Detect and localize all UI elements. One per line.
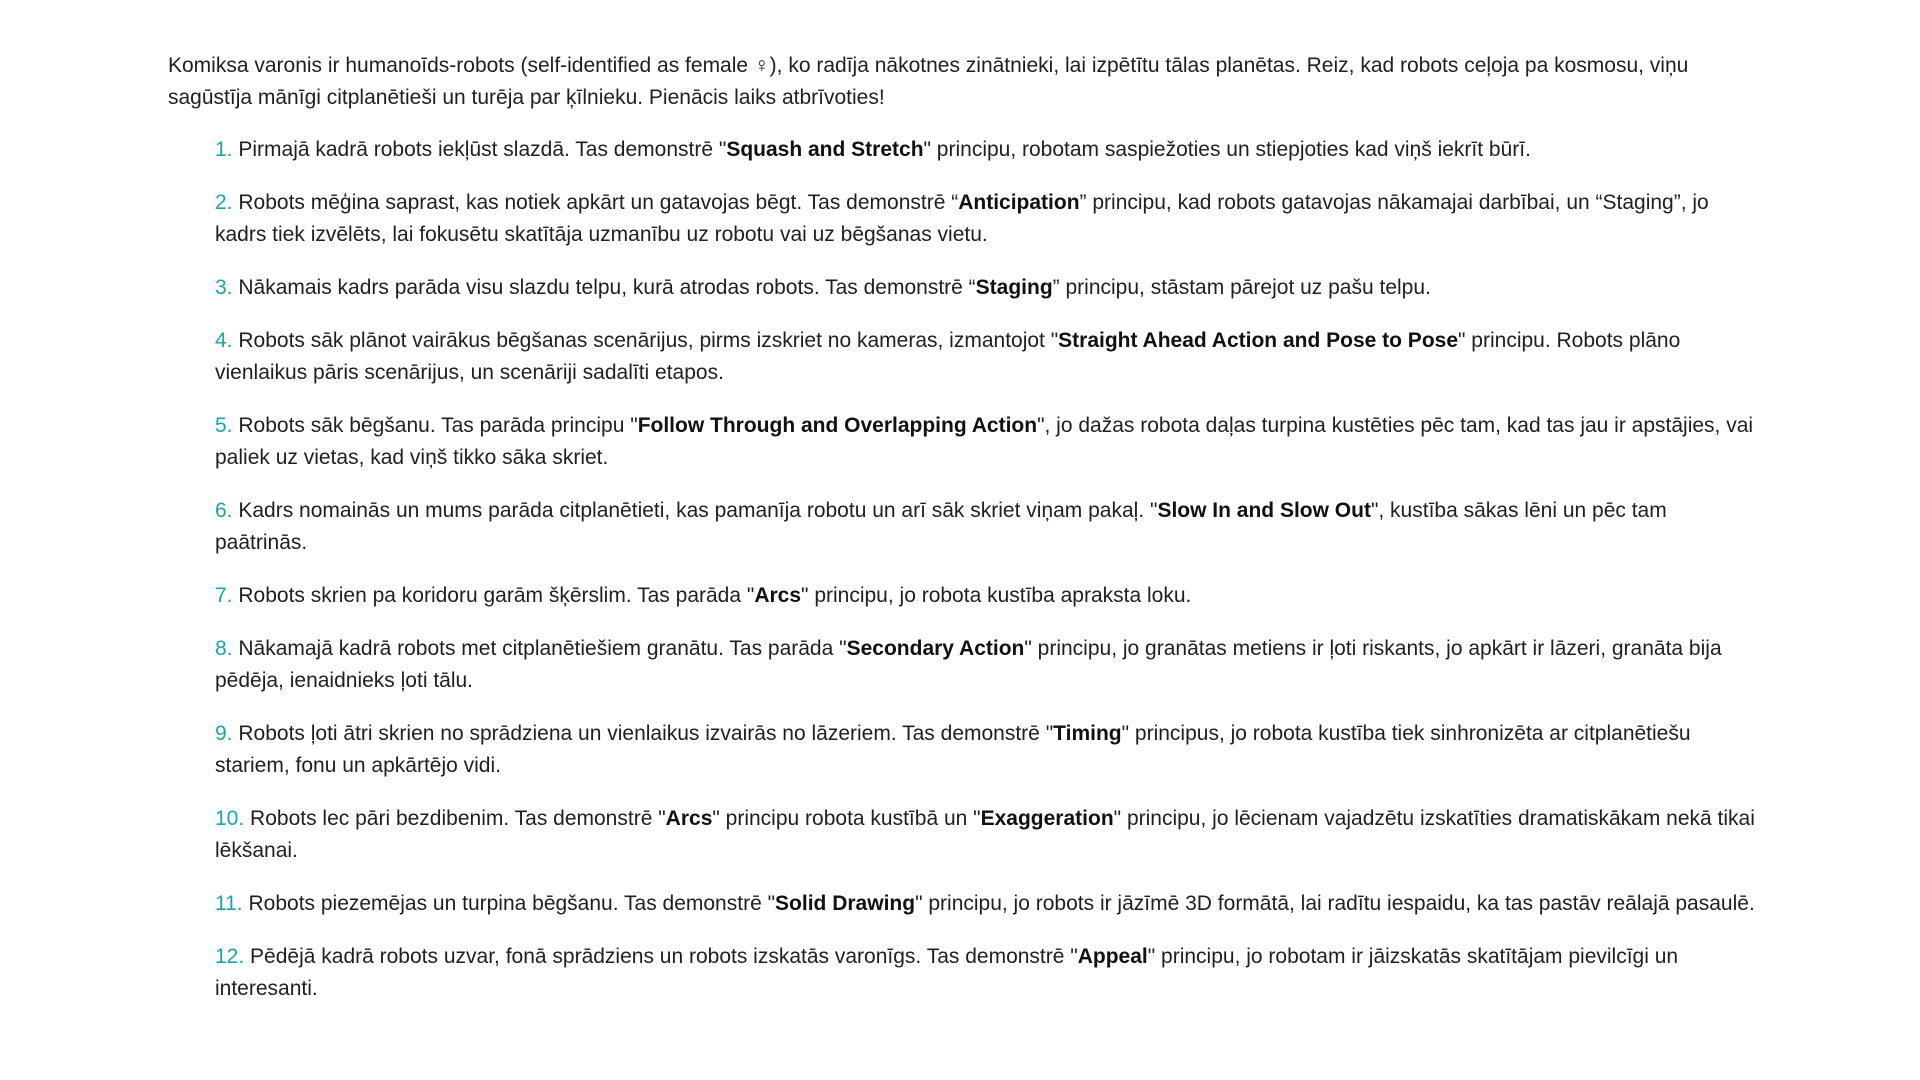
list-item-number: 9. — [215, 722, 233, 745]
list-item — [215, 410, 1758, 474]
list-item — [215, 803, 1758, 867]
list-item-text: " principus, jo robota kustība tiek sinhronizēta ar citplanētiešu stariem, fonu un apkārtējo vidi. — [215, 722, 1691, 777]
principle-name: Straight Ahead Action and Pose to Pose — [1058, 329, 1459, 352]
principle-name: Slow In and Slow Out — [1157, 499, 1371, 522]
list-item-number: 6. — [215, 499, 233, 522]
principle-name: Staging — [975, 276, 1053, 299]
list-item-text: " principu, jo robota kustība apraksta loku. — [801, 584, 1192, 607]
list-item-number: 5. — [215, 414, 233, 437]
list-item — [215, 325, 1758, 389]
principle-name: Arcs — [665, 807, 713, 830]
list-item-number: 11. — [215, 892, 243, 915]
list-item — [215, 941, 1758, 1005]
list-item-text: Pirmajā kadrā robots iekļūst slazdā. Tas demonstrē " — [238, 138, 727, 161]
principle-name: Anticipation — [958, 191, 1080, 214]
list-item-number: 1. — [215, 138, 233, 161]
principle-name: Solid Drawing — [775, 892, 916, 915]
list-item-text: Robots ļoti ātri skrien no sprādziena un vienlaikus izvairās no lāzeriem. Tas demonstrē " — [238, 722, 1054, 745]
list-item — [215, 134, 1758, 166]
list-item-text: Robots sāk bēgšanu. Tas parāda principu " — [238, 414, 638, 437]
list-item — [215, 888, 1758, 920]
list-item-text: ” principu, stāstam pārejot uz pašu telpu. — [1052, 276, 1431, 299]
list-item — [215, 633, 1758, 697]
list-item-text: Robots sāk plānot vairākus bēgšanas scenārijus, pirms izskriet no kameras, izmantojot " — [238, 329, 1059, 352]
list-item-number: 12. — [215, 945, 245, 968]
list-item-number: 8. — [215, 637, 233, 660]
list-item — [215, 718, 1758, 782]
principle-name: Follow Through and Overlapping Action — [637, 414, 1038, 437]
list-item-text: Robots lec pāri bezdibenim. Tas demonstrē " — [250, 807, 666, 830]
list-item-number: 3. — [215, 276, 233, 299]
list-item — [215, 272, 1758, 304]
principle-name: Timing — [1053, 722, 1122, 745]
principle-name: Arcs — [754, 584, 802, 607]
list-item-text: Robots mēģina saprast, kas notiek apkārt un gatavojas bēgt. Tas demonstrē “ — [238, 191, 959, 214]
list-item-text: " principu, jo granātas metiens ir ļoti riskants, jo apkārt ir lāzeri, granāta bija pēdēja, ienaidnieks ļoti tālu. — [215, 637, 1722, 692]
list-item-text: " principu, robotam saspiežoties un stiepjoties kad viņš iekrīt būrī. — [923, 138, 1531, 161]
principle-name: Appeal — [1077, 945, 1148, 968]
list-item-text: ” principu, kad robots gatavojas nākamajai darbībai, un “Staging”, jo kadrs tiek izvēlēts, lai fokusētu skatītāja uzmanību uz robotu vai uz bēgšanas vietu. — [215, 191, 1709, 246]
principle-name: Exaggeration — [980, 807, 1114, 830]
list-item-text: " principu. Robots plāno vienlaikus pāris scenārijus, un scenāriji sadalīti etapos. — [215, 329, 1681, 384]
list-item-number: 4. — [215, 329, 233, 352]
list-item-text: Pēdējā kadrā robots uzvar, fonā sprādziens un robots izskatās varonīgs. Tas demonstrē " — [250, 945, 1078, 968]
list-item — [215, 580, 1758, 612]
principles-list — [168, 134, 1758, 1005]
list-item-text: Robots piezemējas un turpina bēgšanu. Tas demonstrē " — [248, 892, 776, 915]
list-item-text: " principu, jo lēcienam vajadzētu izskatīties dramatiskākam nekā tikai lēkšanai. — [215, 807, 1755, 862]
list-item-text: " principu, jo robotam ir jāizskatās skatītājam pievilcīgi un interesanti. — [215, 945, 1679, 1000]
list-item — [215, 187, 1758, 251]
list-item-text: Kadrs nomainās un mums parāda citplanētieti, kas pamanīja robotu un arī sāk skriet viņam pakaļ. " — [238, 499, 1158, 522]
list-item-text: " principu robota kustībā un " — [712, 807, 981, 830]
list-item-text: " principu, jo robots ir jāzīmē 3D formātā, lai radītu iespaidu, ka tas pastāv reālajā pasaulē. — [915, 892, 1755, 915]
list-item-number: 10. — [215, 807, 245, 830]
list-item-text: ", kustība sākas lēni un pēc tam paātrinās. — [215, 499, 1667, 554]
list-item-text: Nākamais kadrs parāda visu slazdu telpu, kurā atrodas robots. Tas demonstrē “ — [238, 276, 976, 299]
list-item-text: Nākamajā kadrā robots met citplanētiešiem granātu. Tas parāda " — [238, 637, 847, 660]
principle-name: Squash and Stretch — [726, 138, 924, 161]
principle-name: Secondary Action — [846, 637, 1025, 660]
intro-paragraph: Komiksa varonis ir humanoīds-robots (self-identified as female ♀), ko radīja nākotnes zinātnieki, lai izpētītu tālas planētas. Reiz, kad robots ceļoja pa kosmosu, viņu sagūstīja mānīgi citplanētieši un turēja par ķīlnieku. Pienācis laiks atbrīvoties! — [168, 54, 1689, 109]
list-item — [215, 495, 1758, 559]
article-content — [168, 50, 1758, 1026]
list-item-number: 2. — [215, 191, 233, 214]
list-item-text: Robots skrien pa koridoru garām šķērslim. Tas parāda " — [238, 584, 755, 607]
list-item-number: 7. — [215, 584, 233, 607]
list-item-text: ", jo dažas robota daļas turpina kustēties pēc tam, kad tas jau ir apstājies, vai paliek uz vietas, kad viņš tikko sāka skriet. — [215, 414, 1754, 469]
